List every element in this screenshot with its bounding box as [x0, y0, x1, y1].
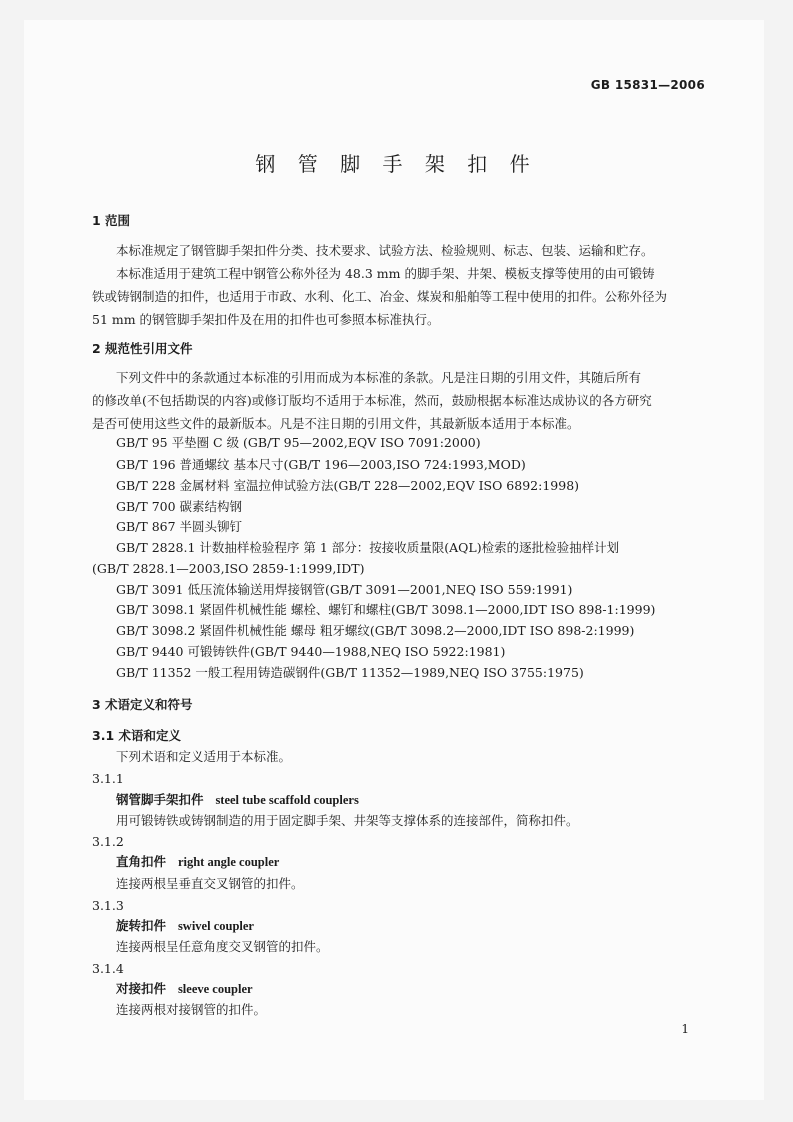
section-2-heading: 2 规范性引用文件 — [92, 341, 193, 356]
term-number: 3.1.4 — [92, 961, 124, 976]
subsection-3-1-heading: 3.1 术语和定义 — [92, 728, 181, 743]
section-2-paragraph-line-3: 是否可使用这些文件的最新版本。凡是不注日期的引用文件，其最新版本适用于本标准。 — [92, 416, 580, 431]
section-1-paragraph-1: 本标准规定了钢管脚手架扣件分类、技术要求、试验方法、检验规则、标志、包装、运输和贮存。 — [116, 243, 654, 258]
term-definition: 用可锻铸铁或铸钢制造的用于固定脚手架、井架等支撑体系的连接部件，简称扣件。 — [116, 813, 579, 828]
reference-item: GB/T 867 半圆头铆钉 — [116, 519, 243, 534]
term-chinese: 对接扣件 — [116, 981, 167, 996]
term-heading — [116, 854, 279, 870]
term-definition: 连接两根对接钢管的扣件。 — [116, 1002, 267, 1017]
page-sheet — [24, 20, 764, 1100]
term-english: right angle coupler — [177, 855, 280, 869]
reference-item: GB/T 2828.1 计数抽样检验程序 第 1 部分：按接收质量限(AQL)检索的逐批检验抽样计划 — [116, 540, 620, 555]
reference-item: GB/T 3098.1 紧固件机械性能 螺栓、螺钉和螺柱(GB/T 3098.1—2000,IDT ISO 898-1:1999) — [116, 602, 656, 617]
subsection-3-1-text: 下列术语和定义适用于本标准。 — [116, 749, 292, 764]
term-number: 3.1.1 — [92, 771, 124, 786]
section-1-heading: 1 范围 — [92, 213, 131, 228]
section-1-paragraph-2-line-2: 铁或铸钢制造的扣件，也适用于市政、水利、化工、冶金、煤炭和船舶等工程中使用的扣件。公称外径为 — [92, 289, 668, 304]
term-english: steel tube scaffold couplers — [215, 793, 359, 807]
term-number: 3.1.3 — [92, 898, 124, 913]
reference-item: GB/T 11352 一般工程用铸造碳钢件(GB/T 11352—1989,NEQ ISO 3755:1975) — [116, 665, 584, 680]
section-1-paragraph-2-line-1: 本标准适用于建筑工程中钢管公称外径为 48.3 mm 的脚手架、井架、模板支撑等使用的由可锻铸 — [116, 266, 655, 281]
document-title: 钢 管 脚 手 架 扣 件 — [255, 152, 538, 176]
section-1-paragraph-2-line-3: 51 mm 的钢管脚手架扣件及在用的扣件也可参照本标准执行。 — [92, 312, 440, 327]
term-english: sleeve coupler — [177, 982, 253, 996]
reference-item: GB/T 3098.2 紧固件机械性能 螺母 粗牙螺纹(GB/T 3098.2—2000,IDT ISO 898-2:1999) — [116, 623, 635, 638]
term-heading — [116, 792, 359, 808]
section-2-paragraph-line-1: 下列文件中的条款通过本标准的引用而成为本标准的条款。凡是注日期的引用文件，其随后所有 — [116, 370, 642, 385]
term-heading — [116, 918, 254, 934]
section-2-paragraph-line-2: 的修改单(不包括勘误的内容)或修订版均不适用于本标准，然而，鼓励根据本标准达成协议的各方研究 — [92, 393, 652, 408]
reference-item: GB/T 95 平垫圈 C 级 (GB/T 95—2002,EQV ISO 7091:2000) — [116, 435, 481, 450]
section-3-heading: 3 术语定义和符号 — [92, 697, 193, 712]
reference-item: GB/T 3091 低压流体输送用焊接钢管(GB/T 3091—2001,NEQ ISO 559:1991) — [116, 582, 573, 597]
term-chinese: 钢管脚手架扣件 — [116, 792, 204, 807]
reference-item: GB/T 196 普通螺纹 基本尺寸(GB/T 196—2003,ISO 724:1993,MOD) — [116, 457, 526, 472]
reference-item: GB/T 228 金属材料 室温拉伸试验方法(GB/T 228—2002,EQV ISO 6892:1998) — [116, 478, 580, 493]
term-chinese: 旋转扣件 — [116, 918, 167, 933]
page-number: 1 — [681, 1022, 689, 1036]
term-definition: 连接两根呈任意角度交叉钢管的扣件。 — [116, 939, 329, 954]
reference-item: GB/T 700 碳素结构钢 — [116, 499, 243, 514]
reference-item: GB/T 9440 可锻铸铁件(GB/T 9440—1988,NEQ ISO 5922:1981) — [116, 644, 506, 659]
term-number: 3.1.2 — [92, 834, 124, 849]
term-definition: 连接两根呈垂直交叉钢管的扣件。 — [116, 876, 304, 891]
term-chinese: 直角扣件 — [116, 854, 167, 869]
term-english: swivel coupler — [177, 919, 254, 933]
standard-code: GB 15831—2006 — [590, 78, 705, 92]
term-heading — [116, 981, 253, 997]
reference-item-continuation: (GB/T 2828.1—2003,ISO 2859-1:1999,IDT) — [92, 561, 365, 576]
